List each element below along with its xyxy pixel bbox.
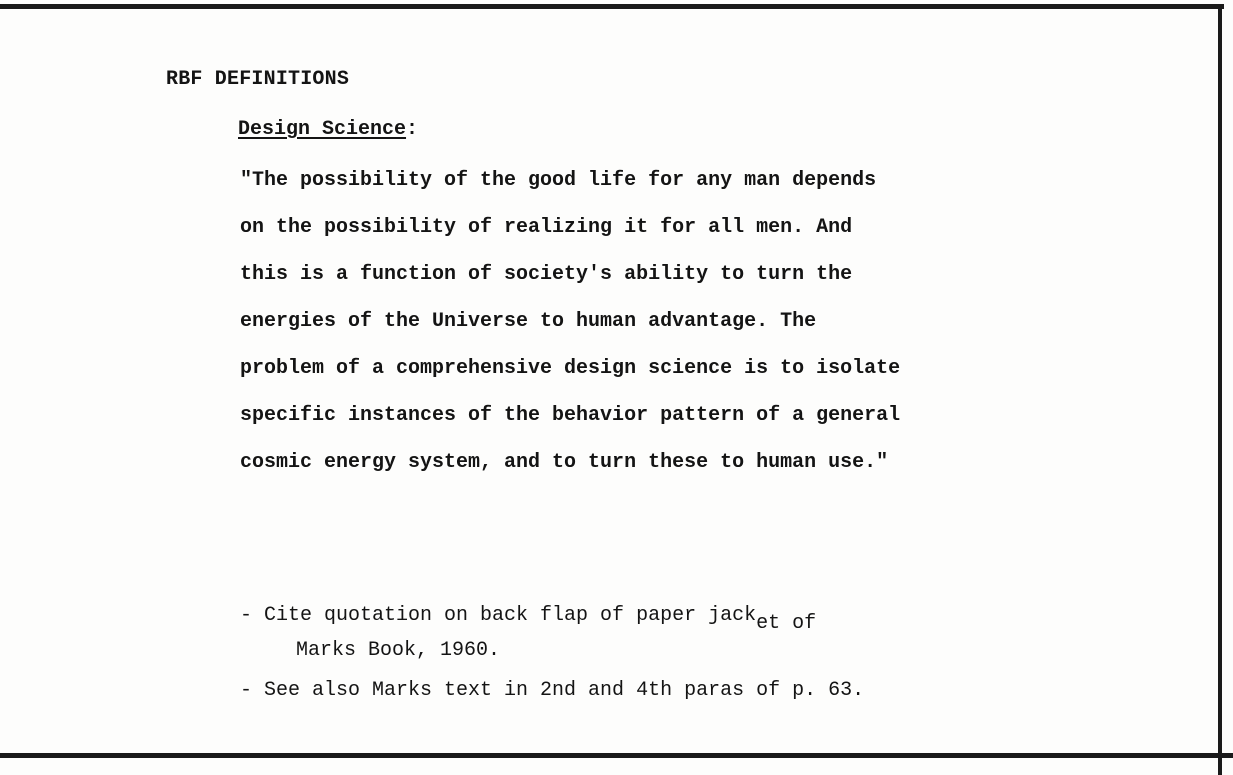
term-heading [238, 118, 418, 141]
quote-line: specific instances of the behavior pattern of a general [240, 404, 901, 427]
quotation-block [240, 162, 1070, 491]
card-heading: RBF DEFINITIONS [166, 68, 350, 91]
card-top-border [0, 4, 1224, 9]
quote-line: "The possibility of the good life for any man depends [240, 169, 877, 192]
term-label: Design Science [238, 118, 407, 141]
citation-note-text: - Cite quotation on back flap of paper jack [240, 604, 757, 627]
card-right-border [1218, 4, 1222, 775]
see-also-note: - See also Marks text in 2nd and 4th paras of p. 63. [240, 679, 865, 702]
term-colon: : [406, 118, 419, 141]
card-bottom-border [0, 753, 1233, 758]
quote-line: on the possibility of realizing it for all men. And [240, 216, 853, 239]
quote-line: energies of the Universe to human advantage. The [240, 310, 817, 333]
citation-note-offset-text: et of [756, 612, 817, 635]
citation-note-continuation: Marks Book, 1960. [296, 639, 501, 662]
notes-list [240, 602, 1140, 706]
quote-line: problem of a comprehensive design science is to isolate [240, 357, 901, 380]
quote-line: cosmic energy system, and to turn these to human use." [240, 451, 889, 474]
citation-note [240, 602, 1140, 638]
quote-line: this is a function of society's ability to turn the [240, 263, 853, 286]
